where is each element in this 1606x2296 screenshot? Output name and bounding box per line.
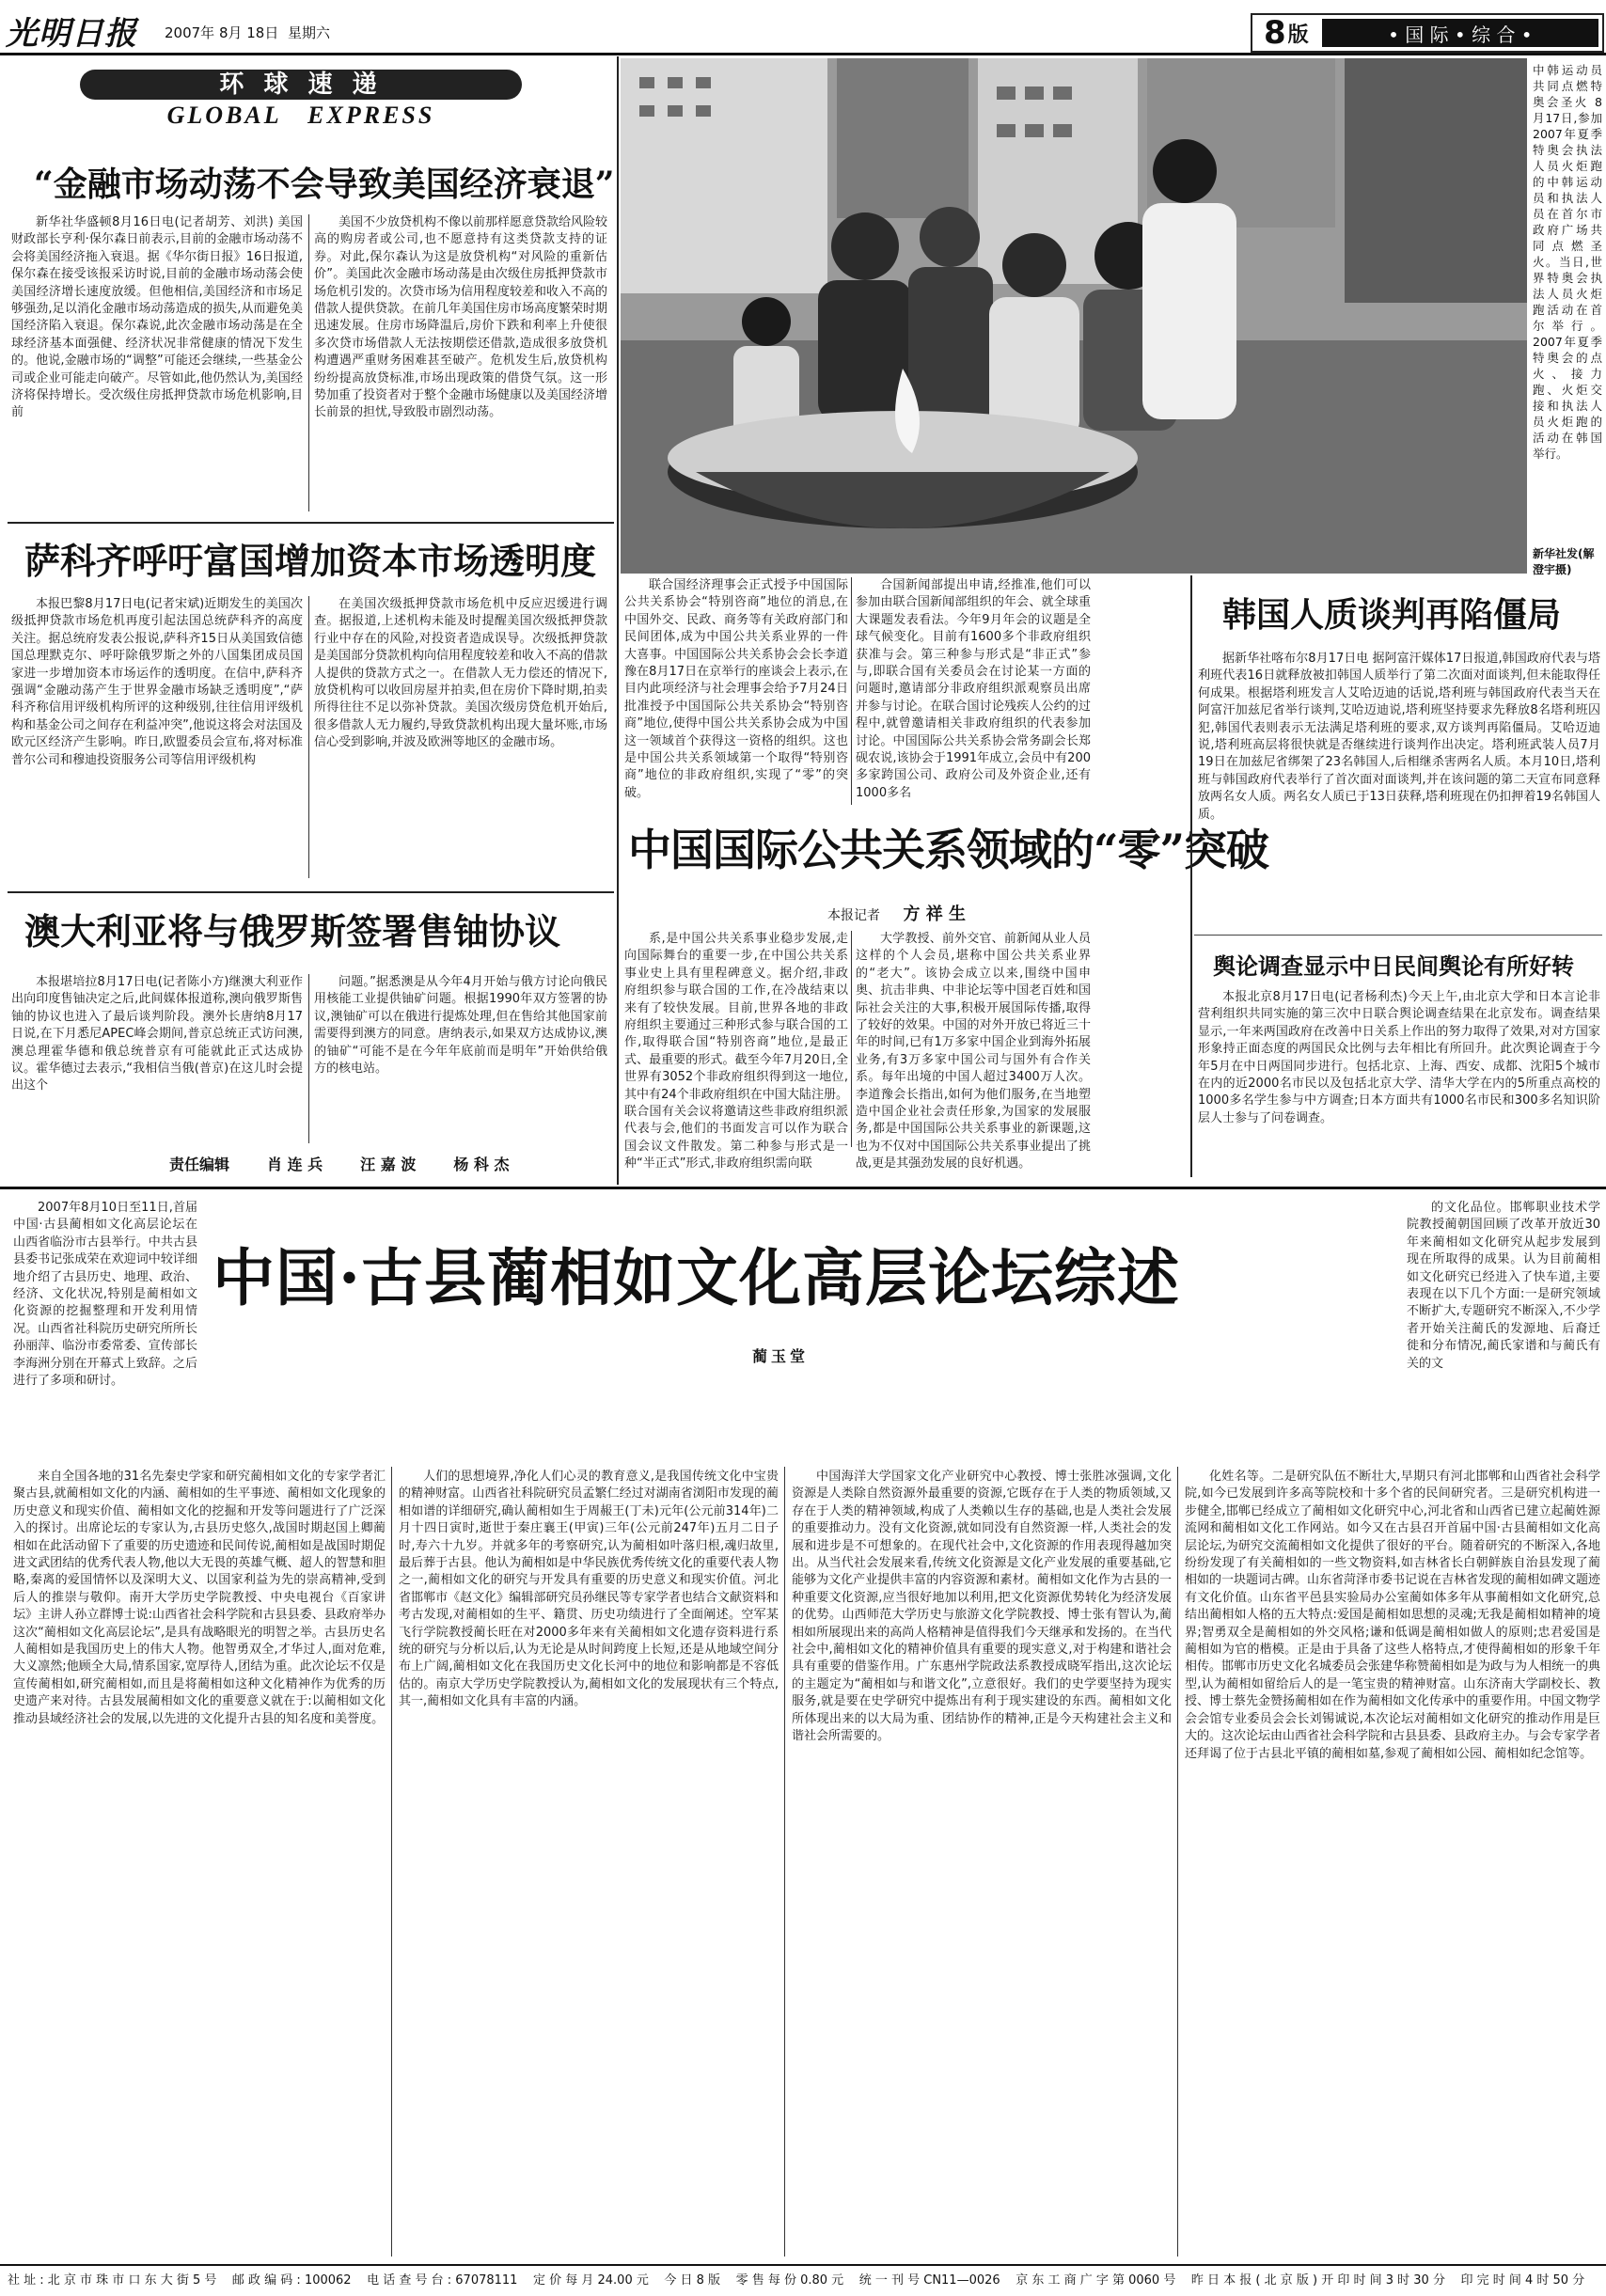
photo-credit: 新华社发(解澄宇摄) xyxy=(1533,545,1602,577)
feature-divider-a xyxy=(391,1467,392,2257)
editors-label: 责任编辑 xyxy=(169,1156,230,1173)
article5-body: 据新华社喀布尔8月17日电 据阿富汗媒体17日报道,韩国政府代表与塔利班代表16日就释放被扣韩国人质举行了第二次面对面谈判,但未能取得任何成果。根据塔利班发言人艾哈迈迪的话说,塔利班与韩国政府代表当天在阿富汗加兹尼省举行谈判,艾哈迈迪说,塔利班坚持要求先释放8名塔利班囚犯,韩国代表则表示无法满足塔利班的要求,双方谈判再陷僵局。艾哈迈迪说,塔利班高层将很快就是否继续进行谈判作出决定。塔利班武装人员7月19日在加兹尼省绑架了23名韩国人,后相继杀害两名人质。本月10日,塔利班与韩国政府代表举行了首次面对面谈判,并在该问题的第二天宣布同意释放两名女人质。两名女人质已于13日获释,塔利班现在仍扣押着19名韩国人质。 xyxy=(1198,652,1600,822)
feature-headline: 中国·古县蔺相如文化高层论坛综述 xyxy=(213,1241,1180,1314)
article6-body: 本报北京8月17日电(记者杨利杰)今天上午,由北京大学和日本言论非营利组织共同实施的第三次中日联合舆论调查结果在北京发布。调查结果显示,一年来两国政府在改善中日关系上作出的努力取得了效果,对对方国家形象持正面态度的两国民众比例与去年相比有所回升。此次舆论调查于今年5月在中日两国同步进行。包括北京、上海、西安、成都、沈阳5个城市在内的近2000名市民以及包括北京大学、清华大学在内的5所重点高校的1000多名学生参与中方调查;日本方面共有1000名市民和300多名知识阶层人士参与了问卷调查。 xyxy=(1198,990,1600,1125)
article3-col2: 问题。”据悉澳是从今年4月开始与俄方讨论向俄民用核能工业提供铀矿问题。根据1990年双方签署的协议,澳铀矿可以在俄进行提炼处理,但在售给其他国家前需要得到澳方的同意。唐纳表示,如果双方达成协议,澳的铀矿“可能不是在今年年底前而是明年”开始供给俄方的核电站。 xyxy=(314,975,607,1077)
article2-col-divider xyxy=(308,596,309,878)
article4-col1: 联合国经济理事会正式授予中国国际公共关系协会“特别咨商”地位的消息,在中国外交、民政、商务等有关政府部门和民间团体,成为中国公共关系业界的一件大喜事。中国国际公共关系协会会长李道豫在8月17日在京举行的座谈会上表示,在目内此项经济与社会理事会给予7月24日批准授予中国国际公共关系协会“特别咨商”地位,使得中国公共关系协会成为中国这一领域首个获得这一资格的组织。这也是中国公共关系领域第一个取得“特别咨商”地位的非政府组织,实现了“零”的突破。 xyxy=(624,578,848,800)
article4-divider-2 xyxy=(851,931,852,1147)
article2-headline: 萨科齐呼吁富国增加资本市场透明度 xyxy=(24,540,597,582)
article2-col1: 本报巴黎8月17日电(记者宋斌)近期发生的美国次级抵押贷款市场危机再度引起法国总统萨科齐的高度关注。据总统府发表公报说,萨科齐15日从美国致信德国总理默克尔、呼吁除俄罗斯之外的八国集团成员国家进一步增加资本市场运作的透明度。在信中,萨科齐强调“金融动荡产生于世界金融市场缺乏透明度”,“萨科齐称信用评级机构所评的这种级别,往往信用评级机构和基金公司之间存在利益冲突”,他说这将会对法国及欧元区经济产生影响。昨日,欧盟委员会宣布,将对标准普尔公司和穆迪投资服务公司等信用评级机构 xyxy=(11,597,303,767)
article1-col-divider xyxy=(308,214,309,511)
page-number: 8 xyxy=(1264,14,1286,52)
article1-col1: 新华社华盛顿8月16日电(记者胡芳、刘洪) 美国财政部长亨利·保尔森日前表示,目前的金融市场动荡不会将美国经济拖入衰退。据《华尔街日报》16日报道,保尔森在接受该报采访时说,目前的金融市场动荡会使美国经济增长速度放缓。但他相信,美国经济和市场足够强劲,足以消化金融市场动荡造成的损失,从而避免美国经济陷入衰退。保尔森说,此次金融市场动荡是在全球经济基本面强健、经济状况非常健康的情况下发生的。他说,金融市场的“调整”可能还会继续,一些基金公司或企业可能走向破产。尽管如此,他仍然认为,美国经济将保持增长。受次级住房抵押贷款市场危机影响,目前 xyxy=(11,215,303,420)
section-name: • 国 际 • 综 合 • xyxy=(1322,19,1598,47)
feature-divider-c xyxy=(1177,1467,1178,2257)
editors-line xyxy=(169,1153,509,1174)
masthead-date: 2007年 8月 18日 xyxy=(165,24,279,41)
article6-headline: 舆论调查显示中日民间舆论有所好转 xyxy=(1213,952,1574,980)
article4-col3: 系,是中国公共关系事业稳步发展,走向国际舞台的重要一步,在中国公共关系事业史上具有里程碑意义。据介绍,非政府组织参与联合国的工作,在冷战结束以来有了较快发展。目前,世界各地的非政府组织主要通过三种形式参与联合国的工作,取得联合国“特别咨商”地位,是最正式、最重要的形式。截至今年7月20日,全世界有3052个非政府组织得到这一地位,其中有24个非政府组织在中国大陆注册。联合国有关会议将邀请这些非政府组织派代表与会,他们的书面发言可以作为联合国会议文件散发。第二种参与形式是一种“半正式”形式,非政府组织需向联 xyxy=(624,932,848,1172)
global-express-en: GLOBAL EXPRESS xyxy=(166,102,435,129)
article4-byline xyxy=(827,901,966,925)
article1-col2: 美国不少放贷机构不像以前那样愿意贷款给风险较高的购房者或公司,也不愿意持有这类贷款支持的证券。对此,保尔森认为这是放贷机构“对风险的重新估价”。美国此次金融市场动荡是由次级住房抵押贷款市场危机引发的。次贷市场为信用程度较差和收入不高的借款人提供贷款。在前几年美国住房市场高度繁荣时期迅速发展。住房市场降温后,房价下跌和利率上升使很多次贷市场借款人无法按期偿还借款,造成很多放贷机构遭遇严重财务困难甚至破产。危机发生后,放贷机构纷纷提高放贷标准,市场出现政策的借贷气氛。这一形势加重了投资者对于整个金融市场健康以及美国经济增长前景的担忧,导致股市剧烈动荡。 xyxy=(314,215,608,420)
photo-caption: 中韩运动员共同点燃特奥会圣火 8月17日,参加2007年夏季特奥会执法人员火炬跑的中韩运动员和执法人员在首尔市政府广场共同点燃圣火。当日,世界特奥会执法人员火炬跑活动在首尔举行。2007年夏季特奥会的点火、接力跑、火炬交接和执法人员火炬跑的活动在韩国举行。 xyxy=(1533,63,1602,461)
feature-divider-b xyxy=(784,1467,785,2257)
article4-col2: 合国新闻部提出申请,经推准,他们可以参加由联合国新闻部组织的年会、就全球重大课题发表看法。今年9月年会的议题是全球气候变化。目前有1600多个非政府组织获准与会。第三种参与形式是“非正式”参与,即联合国有关委员会在讨论某一方面的问题时,邀请部分非政府组织派观察员出席并参与讨论。在联合国讨论残疾人公约的过程中,就曾邀请相关非政府组织的代表参加讨论。中国国际公共关系协会常务副会长郑砚农说,该协会于1991年成立,会员中有200多家跨国公司、政府公司及外资企业,还有1000多名 xyxy=(856,578,1091,800)
footer-info: 社 址 : 北 京 市 珠 市 口 东 大 街 5 号 邮 政 编 码 : 100062 电 话 查 号 台 : 67078111 定 价 每 月 24.00 元 今 日 8 版 零 售 每 份 0.80 元 统 一 刊 号 CN11—0026 京 东 工 商 广 字 第 0060 号 昨 日 本 报 ( 北 京 版 ) 开 印 时 间 3 时 30 分 印 完 时 间 4 时 50 分 xyxy=(8,2273,1585,2288)
feature-col4: 化姓名等。二是研究队伍不断壮大,早期只有河北邯郸和山西省社会科学院,如今已发展到许多高等院校和十多个省的民间研究者。三是研究机构进一步健全,邯郸已经成立了蔺相如文化研究中心,河北省和山西省已建立起蔺姓源流网和蔺相如文化工作网站。如今又在古县召开首届中国·古县蔺相如文化高层论坛,为研究交流蔺相如文化提供了很好的平台。随着研究的不断深入,各地纷纷发现了有关蔺相如的一些文物资料,如吉林省长白朝鲜族自治县发现了蔺相如的一块题词古碑。山东省菏泽市委书记说在吉林省发现的蔺相如碑文题迹有文化价值。山东省平邑县实验局办公室蔺如体多年从事蔺相如文化研究,总结出蔺相如人格的五大特点:爱国是蔺相如思想的灵魂;无我是蔺相如精神的境界;智勇双全是蔺相如的外交风格;谦和低调是蔺相如做人的原则;忠君爱国是蔺相如为官的楷模。正是由于具备了这些人格特点,才使得蔺相如的形象千年相传。邯郸市历史文化名城委员会张建华称赞蔺相如是为政与为人相统一的典型,认为蔺相如留给后人的是一笔宝贵的精神财富。山东济南大学副校长、教授、博士蔡先金赞扬蔺相如在作为蔺相如文化传承中的重要作用。中国文物学会会馆专业委员会会长刘锡诚说,本次论坛对蔺相如文化研究的推动作用是巨大的。这次论坛由山西省社会科学院和古县县委、县政府主办。与会专家学者还拜谒了位于古县北平镇的蔺相如墓,参观了蔺相如公园、蔺相如纪念馆等。 xyxy=(1185,1470,1601,1761)
feature-top-rule xyxy=(0,1187,1606,1189)
global-express-cn: 环 球 速 递 xyxy=(80,70,522,100)
left-section-divider xyxy=(617,56,619,1185)
feature-author: 蔺玉堂 xyxy=(752,1347,810,1365)
masthead-weekday: 星期六 xyxy=(288,24,331,41)
editor-name: 汪 嘉 波 xyxy=(360,1156,417,1173)
photo-illustration xyxy=(621,58,1527,574)
page-unit: 版 xyxy=(1287,22,1309,47)
feature-col2: 人们的思想境界,净化人们心灵的教育意义,是我国传统文化中宝贵的精神财富。山西省社科院研究员孟繁仁经过对湖南省浏阳市发现的蔺相如谱的详细研究,确认蔺相如生于周赧王(丁未)元年(公元前314年)二月十四日寅时,逝世于秦庄襄王(甲寅)三年(公元前247年)五月二日子时,寿六十九岁。并就多年的考察研究,认为蔺相如叶落归根,魂归故里,最后葬于古县。他认为蔺相如是中华民族优秀传统文化的重要代表人物之一,蔺相如文化的研究与开发具有重要的历史意义和现实价值。河北省邯郸市《赵文化》编辑部研究员孙继民等专家学者也结合文献资料和考古发现,对蔺相如的生平、籍贯、历史功绩进行了全面阐述。空军某飞行学院教授蔺长旺在对2000多年来有关蔺相如文化遗存资料进行系统的研究与分析以后,认为无论是从时间跨度上长短,还是从地域空间分布上广阔,蔺相如文化在我国历史文化长河中的地位和影响都是不容低估的。南京大学历史学院教授认为,蔺相如文化的发展现状有三个特点,其一,蔺相如文化具有丰富的内涵。 xyxy=(399,1470,779,1709)
masthead-logo: 光明日报 xyxy=(6,15,137,53)
article2-bottom-rule xyxy=(8,891,614,893)
byline-label: 本报记者 xyxy=(827,908,880,923)
feature-intro: 2007年8月10日至11日,首届中国·古县蔺相如文化高层论坛在山西省临汾市古县举行。中共古县县委书记张成荣在欢迎词中较详细地介绍了古县历史、地理、政治、经济、文化状况,特别是蔺相如文化资源的挖掘整理和开发利用情况。山西省社科院历史研究所所长孙丽萍、临汾市委常委、宣传部长李海洲分别在开幕式上致辞。之后进行了多项和研讨。 xyxy=(13,1201,197,1389)
masthead-rule xyxy=(0,53,1606,55)
article2-col2: 在美国次级抵押贷款市场危机中反应迟缓进行调查。据报道,上述机构未能及时提醒美国次级抵押贷款行业中存在的风险,对投资者造成误导。次级抵押贷款是美国部分贷款机构向信用程度较差和收入不高的借款人提供的贷款方式之一。在借款人无力偿还的情况下,放贷机构可以收回房屋并拍卖,但在房价下降时期,拍卖所得往往不足以弥补贷款。美国次级房贷危机开始后,很多借款人无力履约,导致贷款机构出现大量坏账,市场信心受到影响,并波及欧洲等地区的金融市场。 xyxy=(314,597,608,750)
global-express-banner xyxy=(38,70,564,135)
article4-col4: 大学教授、前外交官、前新闻从业人员这样的个人会员,堪称中国公共关系业界的“老大”。该协会成立以来,围绕中国申奥、抗击非典、中非论坛等中国老百姓和国际社会关注的大事,积极开展国际传播,取得了较好的效果。中国的对外开放已将近三十年的时间,已有1万多家中国企业到海外拓展业务,有3万多家中国公司与国外有合作关系。每年出境的中国人超过3400万人次。李道豫会长指出,如何为他们服务,在当地塑造中国企业社会责任形象,为国家的发展服务,都是中国国际公共关系事业的新课题,这也为不仅对中国国际公共关系事业提出了挑战,更是其强劲发展的良好机遇。 xyxy=(856,932,1091,1172)
article3-col1: 本报堪培拉8月17日电(记者陈小方)继澳大利亚作出向印度售铀决定之后,此间媒体报道称,澳向俄罗斯售铀的协议也进入了最后谈判阶段。澳外长唐纳8月17日说,在下月悉尼APEC峰会期间,普京总统正式访问澳,澳总理霍华德和俄总统普京有可能就此正式达成协议。霍华德过去表示,“我相信当俄(普京)在这儿时会提出这个 xyxy=(11,975,303,1093)
editor-name: 肖 连 兵 xyxy=(267,1156,323,1173)
footer-rule xyxy=(0,2264,1606,2266)
byline-name: 方 祥 生 xyxy=(903,904,966,924)
editor-name: 杨 科 杰 xyxy=(453,1156,510,1173)
article1-headline: “金融市场动荡不会导致美国经济衰退” xyxy=(34,165,615,204)
article3-headline: 澳大利亚将与俄罗斯签署售铀协议 xyxy=(24,910,561,952)
article1-bottom-rule xyxy=(8,522,614,524)
article5-bottom-rule xyxy=(1194,935,1602,936)
feature-top-right: 的文化品位。邯郸职业技术学院教授蔺朝国回顾了改革开放近30年来蔺相如文化研究从起步发展到现在所取得的成果。认为目前蔺相如文化研究已经进入了快车道,主要表现在以下几个方面:一是研究领域不断扩大,专题研究不断深入,不少学者开始关注蔺氏的发源地、后裔迁徙和分布情况,蔺氏家谱和与蔺氏有关的文 xyxy=(1407,1201,1600,1371)
feature-col3: 中国海洋大学国家文化产业研究中心教授、博士张胜冰强调,文化资源是人类除自然资源外最重要的资源,它既存在于人类的物质领域,又存在于人类的精神领域,构成了人类赖以生存的基础,也是人类社会发展的重要推动力。没有文化资源,就如同没有自然资源一样,人类社会的发展和进步是不可想象的。在现代社会中,文化资源的作用表现得越加突出。从当代社会发展来看,传统文化资源是文化产业发展的重要基础,它能够为文化产业提供丰富的内容资源和素材。蔺相如文化作为古县的一种重要文化资源,应当很好地加以利用,把文化资源优势转化为经济发展的优势。山西师范大学历史与旅游文化学院教授、博士张有智认为,蔺相如所展现出来的高尚人格精神是值得我们今天继承和发扬的。在当代社会中,蔺相如文化的精神价值具有重要的现实意义,对于构建和谐社会具有重要的借鉴作用。广东惠州学院政法系教授成晓军指出,这次论坛的主题定为“蔺相如与和谐文化”,立意很好。我们的史学要坚持为现实服务,就是要在史学研究中提炼出有利于现实建设的东西。蔺相如文化所体现出来的以大局为重、团结协作的精神,正是今天构建社会主义和谐社会所需要的。 xyxy=(792,1470,1172,1744)
article3-col-divider xyxy=(308,974,309,1143)
article5-headline: 韩国人质谈判再陷僵局 xyxy=(1222,595,1562,635)
article4-divider-1 xyxy=(851,577,852,805)
center-right-divider xyxy=(1190,575,1192,1177)
feature-col1: 来自全国各地的31名先秦史学家和研究蔺相如文化的专家学者汇聚古县,就蔺相如文化的内涵、蔺相如的生平事迹、蔺相如文化现象的历史意义和现实价值、蔺相如文化的挖掘和开发等问题进行了广泛深入的探讨。出席论坛的专家认为,古县历史悠久,战国时期赵国上卿蔺相如在此活动留下了重要的历史遗迹和民间传说,蔺相如是战国时期促进文武团结的优秀代表人物,他以大无畏的英雄气概、超人的智慧和胆略,秦离的爱国情怀以及深明大义、以国家利益为先的崇高精神,受到后人的推崇与敬仰。南开大学历史学院教授、中央电视台《百家讲坛》主讲人孙立群博士说:山西省社会科学院和古县县委、县政府举办这次“蔺相如文化高层论坛”,是具有战略眼光的明智之举。古县历史名人蔺相如是我国历史上的伟大人物。他智勇双全,才华过人,面对危难,大义凛然;他顾全大局,情系国家,宽厚待人,团结为重。此次论坛不仅是宣传蔺相如,研究蔺相如,而且是将蔺相如这种文化精神作为优秀的历史遗产来对待。古县发展蔺相如文化的重要意义就在于:以蔺相如文化推动县域经济社会的发展,以先进的文化提升古县的知名度和美誉度。 xyxy=(13,1470,386,1726)
page-number-box xyxy=(1251,13,1604,53)
torch-lighting-photo xyxy=(621,58,1527,574)
article4-headline: 中国国际公共关系领域的“零”突破 xyxy=(628,825,1268,875)
